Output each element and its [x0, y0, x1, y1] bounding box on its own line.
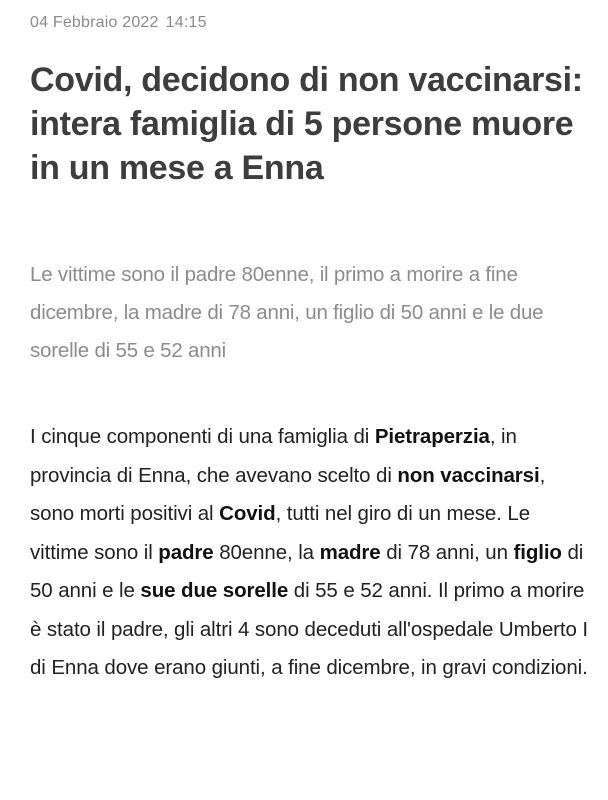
article-subtitle: Le vittime sono il padre 80enne, il primo a morire a fine dicembre, la madre di 78 anni, un figlio di 50 anni e le due sorelle di 55 e 52 anni [30, 263, 544, 362]
body-segment: , sono morti positivi al [30, 463, 546, 525]
article-headline: Covid, decidono di non vaccinarsi: intera famiglia di 5 persone muore in un mese a Enna [30, 61, 583, 187]
body-segment: di 55 e 52 anni. Il primo a morire è stato il padre, gli altri 4 sono deceduti all'ospedale Umberto I di Enna dove erano giunti, a fine dicembre, in gravi condizioni. [30, 579, 588, 679]
article-body [30, 418, 590, 688]
publish-date: 04 Febbraio 2022 [30, 14, 159, 31]
body-segment: di 78 anni, un [380, 540, 514, 564]
body-segment: I cinque componenti di una famiglia di [30, 425, 375, 448]
body-emphasis-sorelle: sue due sorelle [140, 579, 289, 602]
body-emphasis-madre: madre [319, 540, 381, 564]
body-emphasis-pietraperzia: Pietraperzia [374, 425, 490, 448]
body-emphasis-figlio: figlio [513, 540, 562, 564]
body-emphasis-non-vaccinarsi: non vaccinarsi [397, 463, 540, 487]
body-segment: , tutti nel giro di un mese. Le vittime sono il [30, 502, 530, 564]
body-segment: 80enne, la [213, 540, 320, 564]
article-meta [30, 14, 207, 32]
body-emphasis-covid: Covid [219, 502, 276, 525]
publish-time: 14:15 [165, 14, 207, 31]
body-emphasis-padre: padre [158, 540, 214, 564]
body-segment: di 50 anni e le [30, 540, 584, 602]
body-segment: , in provincia di Enna, che avevano scelto di [30, 425, 517, 487]
